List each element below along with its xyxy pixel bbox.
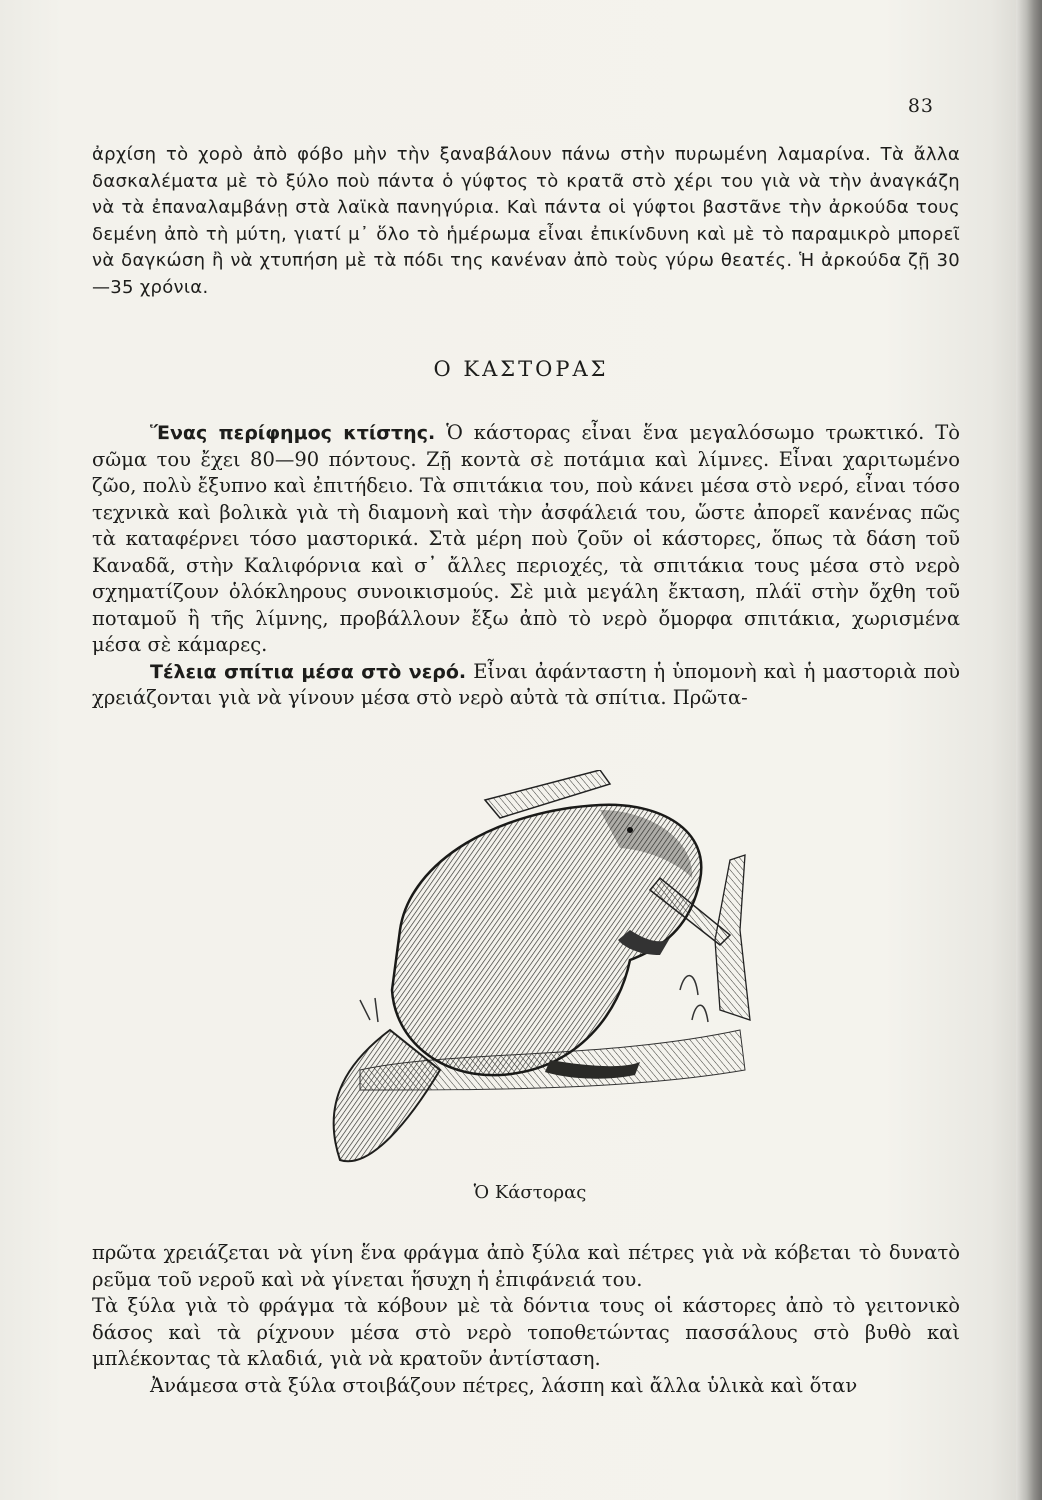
section-two-text: Εἶναι ἀφάνταστη ἡ ὑπομονὴ καὶ ἡ μαστοριὰ ποὺ χρειάζονται γιὰ νὰ γίνουν μέσα στὸ νερὸ αὐτὰ τὰ σπίτια. Πρῶτα- xyxy=(92,659,960,709)
page-number: 83 xyxy=(907,95,934,117)
beaver-engraving-icon xyxy=(300,770,760,1170)
beaver-illustration xyxy=(300,770,760,1170)
continuation-paragraph-3: Ἀνάμεσα στὰ ξύλα στοιβάζουν πέτρες, λάσπη καὶ ἄλλα ὑλικὰ καὶ ὅταν xyxy=(150,1373,858,1397)
section-title: Ο ΚΑΣΤΟΡΑΣ xyxy=(433,357,609,381)
continuation-paragraph-1: πρῶτα χρειάζεται νὰ γίνη ἕνα φράγμα ἀπὸ ξύλα καὶ πέτρες γιὰ νὰ κόβεται τὸ δυνατὸ ρεῦμα τοῦ νεροῦ καὶ νὰ γίνεται ἥσυχη ἡ ἐπιφάνειά του. xyxy=(92,1241,960,1291)
section-one-text: Ὁ κάστορας εἶναι ἕνα μεγαλόσωμο τρωκτικό. Τὸ σῶμα του ἔχει 80—90 πόντους. Ζῇ κοντὰ σὲ ποτάμια καὶ λίμνες. Εἶναι χαριτωμένο ζῶο, πολὺ ἔξυπνο καὶ ἐπιτήδειο. Τὰ σπιτάκια του, ποὺ κάνει μέσα στὸ νερό, εἶναι τόσο τεχνικὰ καὶ βολικὰ γιὰ τὴ διαμονὴ καὶ τὴν ἀσφάλειά του, ὥστε ἀπορεῖ κανένας πῶς τὰ καταφέρνει τόσο μαστορικά. Στὰ μέρη ποὺ ζοῦν οἱ κάστορες, ὅπως τὰ δάση τοῦ Καναδᾶ, στὴν Καλιφόρνια καὶ σ᾿ ἄλλες περιοχές, τὰ σπιτάκια τους μέσα στὸ νερὸ σχηματίζουν ὁλόκληρους συνοικισμούς. Σὲ μιὰ μεγάλη ἔκταση, πλάϊ στὴν ὄχθη τοῦ ποταμοῦ ἢ τῆς λίμνης, προβάλλουν ἔξω ἀπὸ τὸ νερὸ ὄμορφα σπιτάκια, χωρισμένα μέσα σὲ κάμαρες. xyxy=(92,421,961,656)
continuation-text xyxy=(92,1240,960,1399)
intro-paragraph xyxy=(92,142,960,301)
page-edge xyxy=(1016,0,1042,1500)
section-one xyxy=(92,420,960,712)
continuation-paragraph-2: Τὰ ξύλα γιὰ τὸ φράγμα τὰ κόβουν μὲ τὰ δόντια τους οἱ κάστορες ἀπὸ τὸ γειτονικὸ δάσος καὶ τὰ ρίχνουν μέσα στὸ νερὸ τοποθετώντας πασσάλους στὸ βυθὸ καὶ μπλέκοντας τὰ κλαδιά, γιὰ νὰ κρατοῦν ἀντίσταση. xyxy=(92,1294,960,1370)
section-two-paragraph xyxy=(92,659,960,712)
section-one-paragraph xyxy=(92,420,960,659)
section-two-lead: Τέλεια σπίτια μέσα στὸ νερό. xyxy=(150,660,467,683)
section-one-lead: Ἕνας περίφημος κτίστης. xyxy=(150,422,436,444)
figure-caption: Ὁ Κάστορας xyxy=(473,1182,587,1203)
intro-text: ἀρχίση τὸ χορὸ ἀπὸ φόβο μὴν τὴν ξαναβάλουν πάνω στὴν πυρωμένη λαμαρίνα. Τὰ ἄλλα δασκαλέματα μὲ τὸ ξύλο ποὺ πάντα ὁ γύφτος τὸ κρατᾶ στὸ χέρι του γιὰ νὰ τὴν ἀναγκάζη νὰ τὰ ἐπαναλαμβάνῃ στὰ λαϊκὰ πανηγύρια. Καὶ πάντα οἱ γύφτοι βαστᾶνε τὴν ἀρκούδα τους δεμένη ἀπὸ τὴ μύτη, γιατί μ᾿ ὅλο τὸ ἡμέρωμα εἶναι ἐπικίνδυνη καὶ μὲ τὸ παραμικρὸ μπορεῖ νὰ δαγκώση ἢ νὰ χτυπήση μὲ τὰ πόδι της κανέναν ἀπὸ τοὺς γύρω θεατές. Ἡ ἀρκούδα ζῇ 30—35 χρόνια. xyxy=(92,144,960,298)
